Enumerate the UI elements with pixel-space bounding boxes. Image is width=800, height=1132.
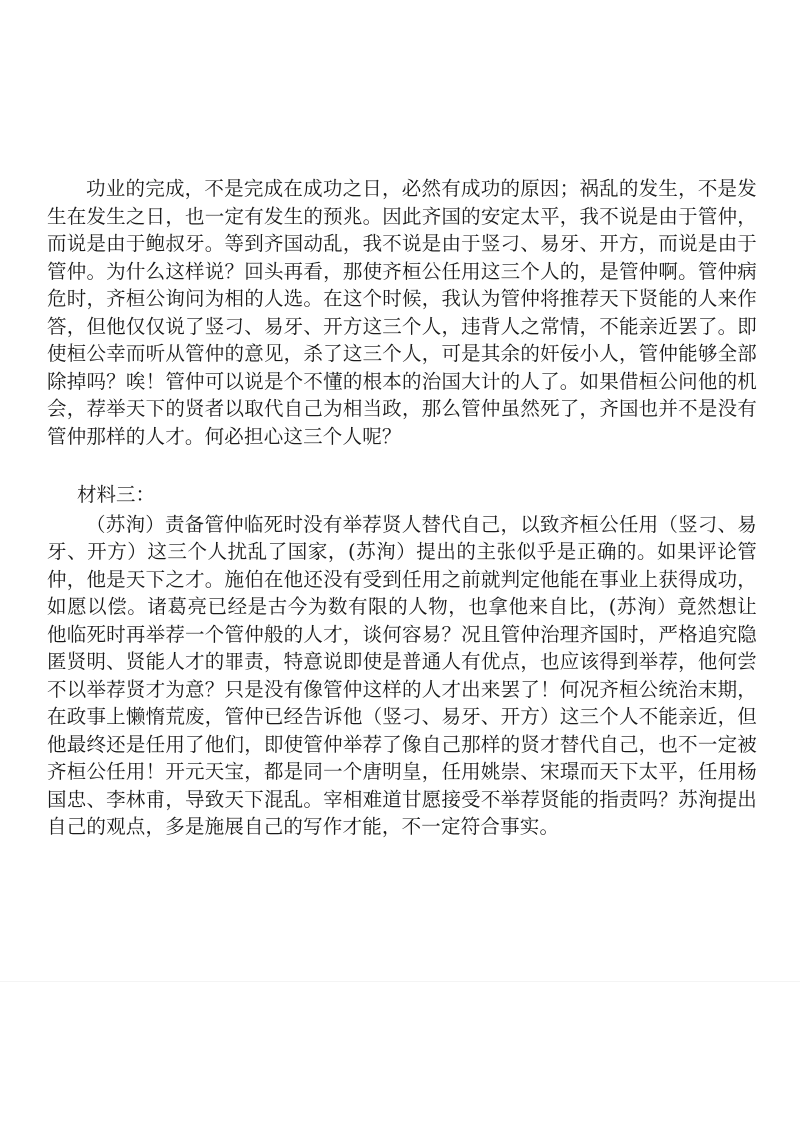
document-body — [47, 175, 757, 841]
page-bottom-divider — [0, 981, 800, 982]
paragraph-material-two-translation: 功业的完成，不是完成在成功之日，必然有成功的原因；祸乱的发生，不是发生在发生之日，也一定有发生的预兆。因此齐国的安定太平，我不说是由于管仲，而说是由于鲍叔牙。等到齐国动乱，我不说是由于竖刁、易牙、开方，而说是由于管仲。为什么这样说？回头再看，那使齐桓公任用这三个人的，是管仲啊。管仲病危时，齐桓公询问为相的人选。在这个时候，我认为管仲将推荐天下贤能的人来作答，但他仅仅说了竖刁、易牙、开方这三个人，违背人之常情，不能亲近罢了。即使桓公幸而听从管仲的意见，杀了这三个人，可是其余的奸佞小人，管仲能够全部除掉吗？唉！管仲可以说是个不懂的根本的治国大计的人了。如果借桓公问他的机会，荐举天下的贤者以取代自己为相当政，那么管仲虽然死了，齐国也并不是没有管仲那样的人才。何必担心这三个人呢？ — [47, 177, 757, 448]
paragraph-material-three: （苏洵）责备管仲临死时没有举荐贤人替代自己，以致齐桓公任用（竖刁、易牙、开方）这三个人扰乱了国家，(苏洵）提出的主张似乎是正确的。如果评论管仲，他是天下之才。施伯在他还没有受到任用之前就判定他能在事业上获得成功，如愿以偿。诸葛亮已经是古今为数有限的人物，也拿他来自比，(苏洵）竟然想让他临死时再举荐一个管仲般的人才，谈何容易？况且管仲治理齐国时，严格追究隐匿贤明、贤能人才的罪责，特意说即使是普通人有优点，也应该得到举荐，他何尝不以举荐贤才为意？只是没有像管仲这样的人才出来罢了！何况齐桓公统治末期，在政事上懒惰荒废，管仲已经告诉他（竖刁、易牙、开方）这三个人不能亲近，但他最终还是任用了他们，即使管仲举荐了像自己那样的贤才替代自己，也不一定被齐桓公任用！开元天宝，都是同一个唐明皇，任用姚崇、宋璟而天下太平，任用杨国忠、李林甫，导致天下混乱。宰相难道甘愿接受不举荐贤能的指责吗？苏洵提出自己的观点，多是施展自己的写作才能，不一定符合事实。 — [47, 512, 757, 838]
section-heading-material-three: 材料三： — [77, 483, 156, 506]
